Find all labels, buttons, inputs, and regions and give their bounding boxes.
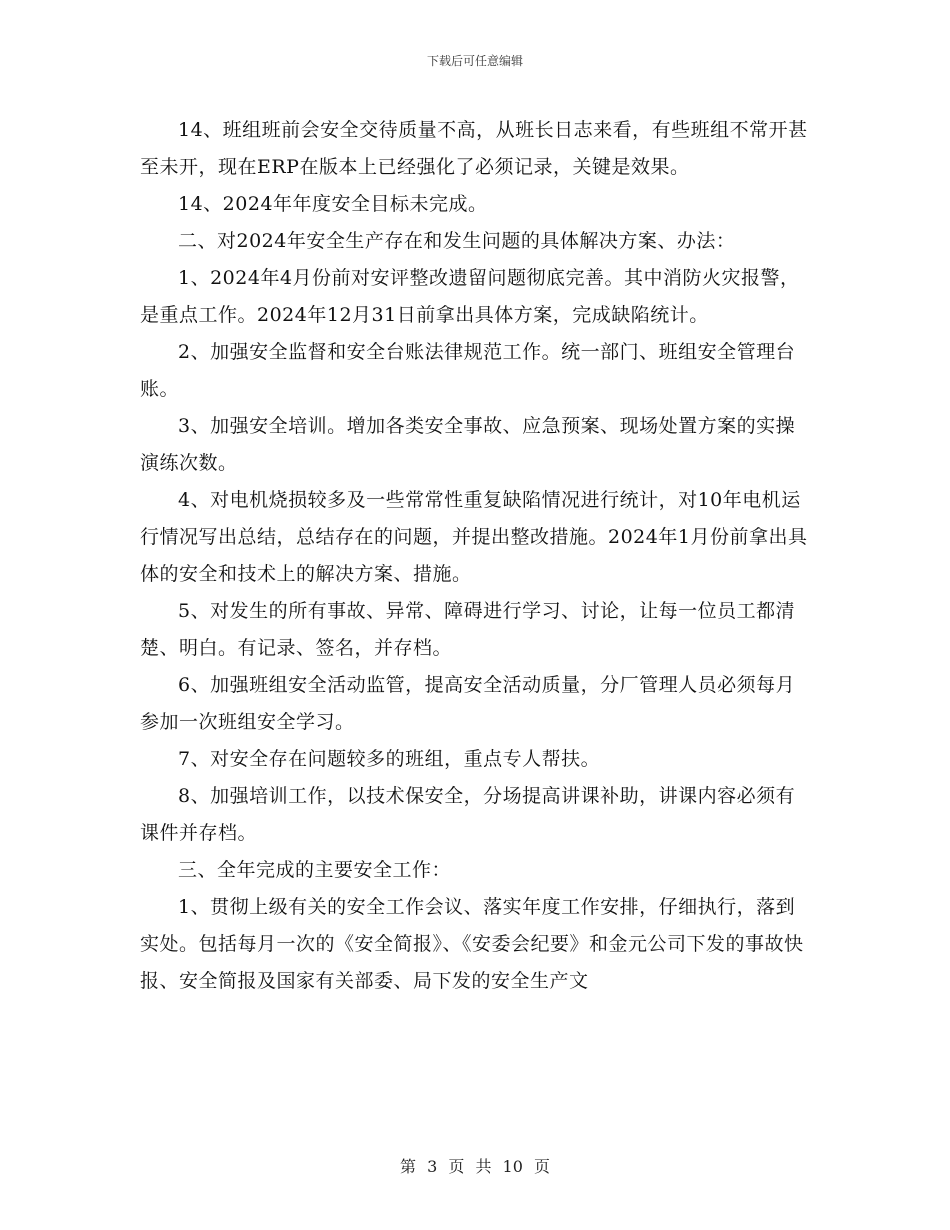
paragraph: 4、对电机烧损较多及一些常常性重复缺陷情况进行统计，对10年电机运行情况写出总结，总结存在的问题，并提出整改措施。2024年1月份前拿出具体的安全和技术上的解决方案、措施。	[140, 489, 808, 585]
paragraph: 6、加强班组安全活动监管，提高安全活动质量，分厂管理人员必须每月参加一次班组安全学习。	[140, 674, 796, 733]
paragraph: 7、对安全存在问题较多的班组，重点专人帮扶。	[178, 748, 601, 770]
paragraph: 1、2024年4月份前对安评整改遗留问题彻底完善。其中消防火灾报警，是重点工作。2024年12月31日前拿出具体方案，完成缺陷统计。	[140, 267, 800, 326]
paragraph: 5、对发生的所有事故、异常、障碍进行学习、讨论，让每一位员工都清楚、明白。有记录、签名，并存档。	[140, 600, 796, 659]
paragraph: 8、加强培训工作，以技术保安全，分场提高讲课补助，讲课内容必须有课件并存档。	[140, 785, 796, 844]
document-body	[140, 112, 812, 1000]
section-heading: 三、全年完成的主要安全工作：	[178, 859, 452, 881]
paragraph: 14、班组班前会安全交待质量不高，从班长日志来看，有些班组不常开甚至未开，现在ERP在版本上已经强化了必须记录，关键是效果。	[140, 119, 808, 178]
paragraph: 2、加强安全监督和安全台账法律规范工作。统一部门、班组安全管理台账。	[140, 341, 796, 400]
paragraph: 14、2024年年度安全目标未完成。	[178, 193, 488, 215]
paragraph: 1、贯彻上级有关的安全工作会议、落实年度工作安排，仔细执行，落到实处。包括每月一次的《安全简报》、《安委会纪要》和金元公司下发的事故快报、安全简报及国家有关部委、局下发的安全生产文	[140, 896, 804, 992]
page-number: 第 3 页 共 10 页	[400, 1157, 550, 1176]
page-header: 下载后可任意编辑	[426, 54, 523, 68]
section-heading: 二、对2024年安全生产存在和发生问题的具体解决方案、办法：	[178, 230, 736, 252]
paragraph: 3、加强安全培训。增加各类安全事故、应急预案、现场处置方案的实操演练次数。	[140, 415, 796, 474]
